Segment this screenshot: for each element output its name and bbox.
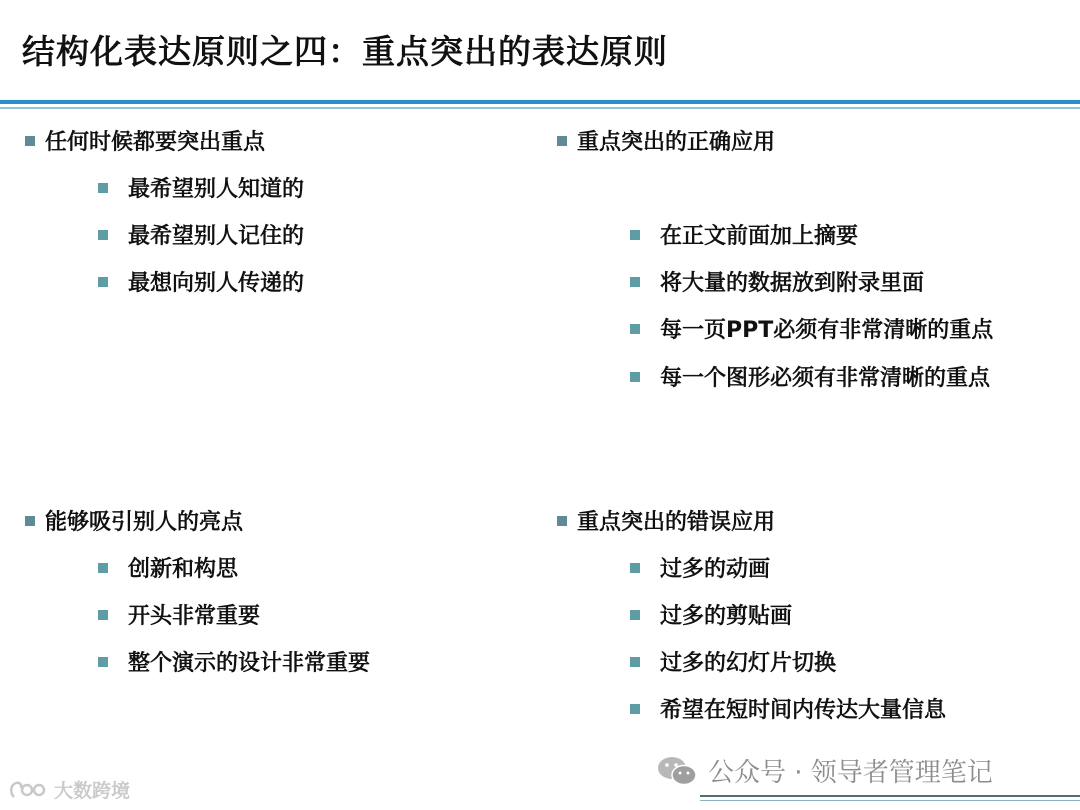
section-heading-text: 重点突出的正确应用 <box>577 130 776 155</box>
bullet-icon <box>25 136 35 146</box>
bullet-icon <box>98 183 108 193</box>
list-item-text: 每一个图形必须有非常清晰的重点 <box>660 366 991 391</box>
bullet-icon <box>98 230 108 240</box>
title-divider-thin <box>0 107 1080 109</box>
list-item <box>630 219 858 250</box>
section-heading-text: 重点突出的错误应用 <box>577 510 776 535</box>
list-item-text: 每一页PPT必须有非常清晰的重点 <box>660 318 994 343</box>
list-item-text: 在正文前面加上摘要 <box>660 224 859 249</box>
list-item <box>98 219 304 250</box>
bullet-icon <box>630 230 640 240</box>
bullet-icon <box>630 277 640 287</box>
bullet-icon <box>630 657 640 667</box>
wechat-icon <box>656 754 698 788</box>
list-item <box>630 266 924 297</box>
bullet-icon <box>557 516 567 526</box>
bullet-icon <box>98 610 108 620</box>
bullet-icon <box>630 563 640 573</box>
section-heading <box>25 505 243 536</box>
bullet-icon <box>630 372 640 382</box>
bullet-icon <box>98 277 108 287</box>
bullet-icon <box>557 136 567 146</box>
list-item-text: 过多的动画 <box>660 557 771 582</box>
list-item <box>98 172 304 203</box>
list-item-text: 最想向别人传递的 <box>128 271 305 296</box>
bullet-icon <box>98 657 108 667</box>
section-heading-text: 能够吸引别人的亮点 <box>45 510 244 535</box>
slide-title: 结构化表达原则之四：重点突出的表达原则 <box>22 32 668 71</box>
brand-logo-icon <box>8 779 48 801</box>
bullet-icon <box>630 324 640 334</box>
section-heading-text: 任何时候都要突出重点 <box>45 130 266 155</box>
section-heading <box>25 125 265 156</box>
list-item <box>630 552 770 583</box>
watermark-right-text: 公众号 · 领导者管理笔记 <box>708 758 993 788</box>
section-heading <box>557 505 775 536</box>
bullet-icon <box>630 610 640 620</box>
list-item <box>630 646 836 677</box>
watermark-left-text: 大数跨境 <box>54 780 131 802</box>
bullet-icon <box>630 704 640 714</box>
section-heading <box>557 125 775 156</box>
list-item-text: 整个演示的设计非常重要 <box>128 651 371 676</box>
bullet-icon <box>98 563 108 573</box>
bullet-icon <box>25 516 35 526</box>
list-item-text: 过多的幻灯片切换 <box>660 651 837 676</box>
footer-divider <box>700 795 1080 797</box>
list-item-text: 最希望别人知道的 <box>128 177 305 202</box>
watermark-right <box>656 752 993 789</box>
list-item-text: 创新和构思 <box>128 557 239 582</box>
list-item-text: 希望在短时间内传达大量信息 <box>660 698 947 723</box>
list-item-text: 最希望别人记住的 <box>128 224 305 249</box>
title-divider <box>0 100 1080 104</box>
list-item <box>630 361 990 392</box>
list-item <box>98 552 238 583</box>
list-item <box>630 313 993 344</box>
list-item <box>630 599 792 630</box>
list-item <box>98 646 370 677</box>
list-item-text: 将大量的数据放到附录里面 <box>660 271 925 296</box>
list-item-text: 过多的剪贴画 <box>660 604 793 629</box>
list-item <box>98 266 304 297</box>
watermark-left <box>8 776 130 803</box>
footer-divider-thin <box>700 800 1080 801</box>
list-item-text: 开头非常重要 <box>128 604 261 629</box>
list-item <box>630 693 946 724</box>
list-item <box>98 599 260 630</box>
